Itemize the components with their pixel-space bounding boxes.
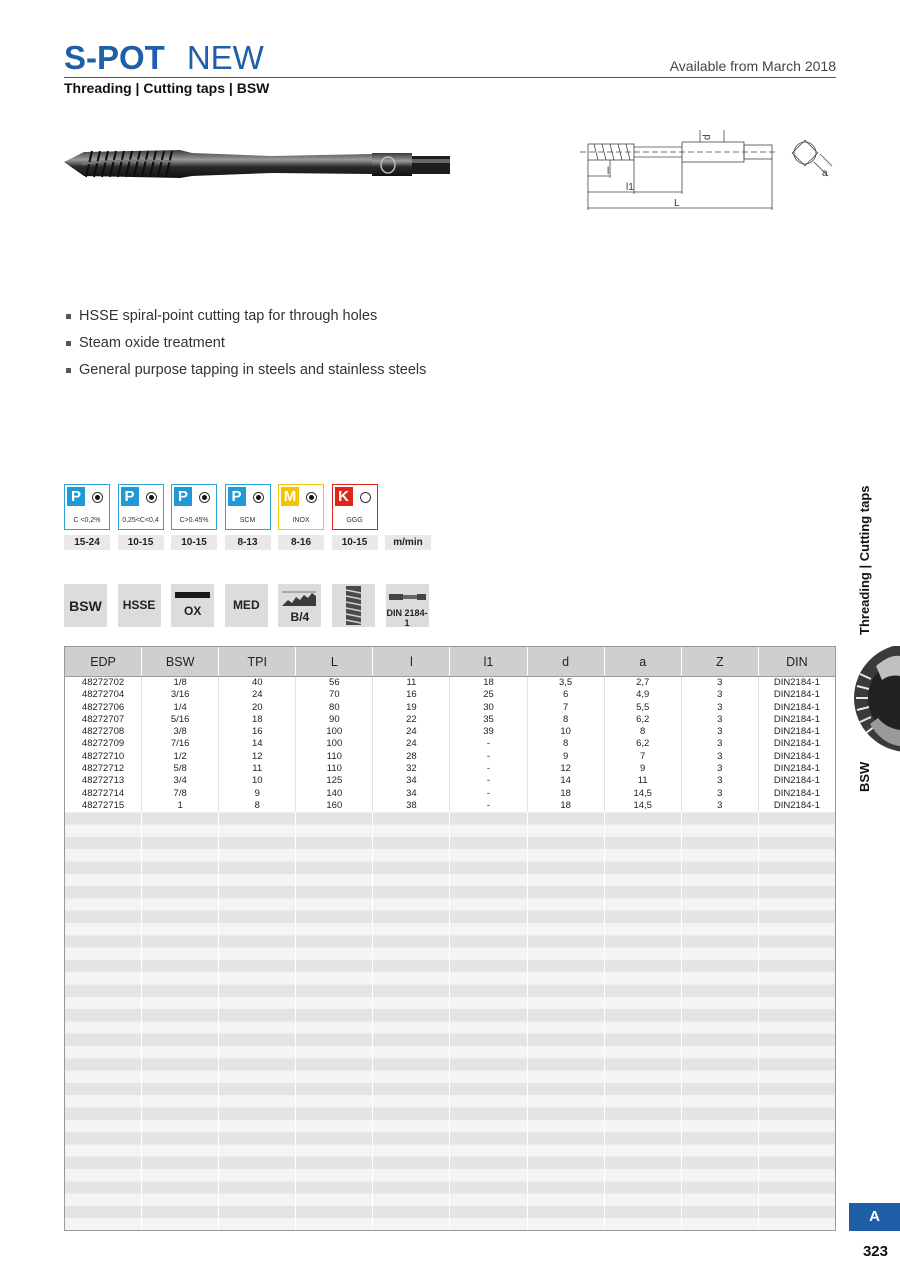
table-cell: 8 [528, 714, 605, 726]
table-cell: 7/16 [142, 738, 219, 750]
material-p-scm: P SCM [225, 484, 271, 530]
table-cell: 48272708 [65, 726, 142, 738]
table-cell: 34 [373, 788, 450, 800]
table-cell: DIN2184-1 [773, 787, 820, 799]
breadcrumb: Threading | Cutting taps | BSW [64, 80, 270, 96]
table-row [65, 800, 835, 812]
feature-list [66, 306, 426, 387]
table-cell: 30 [450, 702, 527, 714]
dim-label-l: l [607, 166, 610, 177]
col-header-total-length: L [296, 647, 373, 676]
table-cell: 3/16 [142, 689, 219, 701]
table-cell: 48272710 [65, 751, 142, 763]
table-cell: 140 [296, 788, 373, 800]
bsw-thread-icon: BSW [64, 584, 107, 627]
table-rows [65, 677, 835, 812]
table-cell: 19 [373, 702, 450, 714]
table-cell: 16 [373, 689, 450, 701]
table-cell: 48272707 [65, 714, 142, 726]
table-row [65, 714, 835, 726]
table-cell: 16 [219, 726, 296, 738]
suitability-dot-icon [199, 492, 210, 503]
table-cell: 11 [605, 775, 682, 787]
table-cell: 12 [219, 751, 296, 763]
table-header [65, 647, 835, 677]
table-cell: DIN2184-1 [773, 763, 820, 775]
table-cell: DIN2184-1 [773, 701, 820, 713]
table-cell: DIN2184-1 [773, 750, 820, 762]
table-cell: - [450, 800, 527, 812]
table-cell: 18 [450, 677, 527, 689]
tap-dimension-drawing [574, 126, 836, 214]
table-row [65, 775, 835, 787]
suitability-dot-icon [306, 492, 317, 503]
table-cell: 1/8 [142, 677, 219, 689]
table-row [65, 763, 835, 775]
table-cell: 6,2 [605, 714, 682, 726]
col-header-z: Z [682, 647, 759, 676]
table-cell: 34 [373, 775, 450, 787]
pictogram-row [64, 584, 439, 627]
page-title [64, 38, 264, 78]
table-cell: 6,2 [605, 738, 682, 750]
table-row [65, 738, 835, 750]
table-cell: 3 [682, 788, 759, 800]
cutting-speed: 10-15 [332, 535, 378, 550]
suitability-dot-icon [360, 492, 371, 503]
table-cell: 1 [142, 800, 219, 812]
table-cell: 48272715 [65, 800, 142, 812]
table-cell: 100 [296, 726, 373, 738]
title-rule [64, 77, 836, 78]
availability-note: Available from March 2018 [669, 58, 836, 74]
table-cell: 1/4 [142, 702, 219, 714]
med-tolerance-icon: MED [225, 584, 268, 627]
suitability-dot-icon [253, 492, 264, 503]
col-header-edp: EDP [65, 647, 142, 676]
dim-label-d: d [702, 134, 713, 140]
table-row [65, 689, 835, 701]
table-cell: 24 [219, 689, 296, 701]
table-cell: 3 [682, 738, 759, 750]
page-number: 323 [862, 1243, 888, 1260]
table-cell: 160 [296, 800, 373, 812]
table-cell: 28 [373, 751, 450, 763]
side-type-label: BSW [857, 761, 872, 792]
cutting-speed: 10-15 [171, 535, 217, 550]
col-header-tpi: TPI [219, 647, 296, 676]
material-k-ggg: K GGG [332, 484, 378, 530]
table-cell: 90 [296, 714, 373, 726]
chamfer-b4-icon: B/4 [278, 584, 321, 627]
table-cell: - [450, 788, 527, 800]
table-cell: 6 [528, 689, 605, 701]
oxide-coating-icon: OX [171, 584, 214, 627]
table-cell: 80 [296, 702, 373, 714]
table-row [65, 788, 835, 800]
table-cell: 7/8 [142, 788, 219, 800]
table-cell: 3,5 [528, 677, 605, 689]
table-cell: 14,5 [605, 800, 682, 812]
dim-label-L: L [674, 198, 680, 209]
table-cell: 48272714 [65, 788, 142, 800]
section-tab[interactable]: A [849, 1203, 900, 1231]
table-cell: 38 [373, 800, 450, 812]
table-cell: 18 [528, 788, 605, 800]
table-cell: 14,5 [605, 788, 682, 800]
table-cell: 48272704 [65, 689, 142, 701]
dim-label-l1: l1 [626, 182, 634, 193]
table-cell: 8 [605, 726, 682, 738]
table-cell: 7 [605, 751, 682, 763]
table-cell: 48272712 [65, 763, 142, 775]
cutting-speed-row [64, 535, 439, 550]
table-cell: 125 [296, 775, 373, 787]
table-cell: 14 [528, 775, 605, 787]
table-cell: 48272713 [65, 775, 142, 787]
table-cell: 20 [219, 702, 296, 714]
table-cell: DIN2184-1 [773, 738, 820, 750]
product-table [64, 646, 836, 1231]
dim-label-a: a [822, 168, 828, 179]
table-cell: DIN2184-1 [773, 775, 820, 787]
table-cell: 10 [528, 726, 605, 738]
table-cell: 110 [296, 763, 373, 775]
table-cell: 3 [682, 800, 759, 812]
table-row [65, 677, 835, 689]
table-cell: 3 [682, 702, 759, 714]
table-row [65, 726, 835, 738]
table-cell: 9 [528, 751, 605, 763]
suitability-dot-icon [92, 492, 103, 503]
table-cell: DIN2184-1 [773, 677, 820, 688]
bullet-icon [66, 341, 71, 346]
col-header-a: a [605, 647, 682, 676]
table-cell: 56 [296, 677, 373, 689]
table-cell: 9 [605, 763, 682, 775]
list-item: Steam oxide treatment [66, 333, 426, 360]
table-cell: 5/8 [142, 763, 219, 775]
table-cell: 40 [219, 677, 296, 689]
table-cell: 3 [682, 677, 759, 689]
table-cell: 48272709 [65, 738, 142, 750]
bullet-icon [66, 314, 71, 319]
material-p-low-carbon: P C <0,2% [64, 484, 110, 530]
table-cell: 18 [528, 800, 605, 812]
table-cell: 7 [528, 702, 605, 714]
material-p-high-carbon: P C>0.45% [171, 484, 217, 530]
table-cell: 4,9 [605, 689, 682, 701]
table-cell: 3 [682, 775, 759, 787]
material-m-inox: M INOX [278, 484, 324, 530]
cutting-speed: 15-24 [64, 535, 110, 550]
table-cell: 39 [450, 726, 527, 738]
col-header-din: DIN [786, 655, 808, 669]
tap-thread-graphic [846, 646, 900, 756]
table-cell: 8 [219, 800, 296, 812]
table-cell: DIN2184-1 [773, 726, 820, 738]
table-cell: 110 [296, 751, 373, 763]
new-badge: NEW [186, 39, 264, 76]
table-cell: 3/4 [142, 775, 219, 787]
table-cell: 12 [528, 763, 605, 775]
table-cell: - [450, 738, 527, 750]
speed-unit: m/min [385, 535, 431, 550]
table-cell: 25 [450, 689, 527, 701]
table-cell: 3 [682, 689, 759, 701]
product-name: S-POT [64, 39, 165, 76]
table-cell: 5/16 [142, 714, 219, 726]
table-cell: 100 [296, 738, 373, 750]
table-cell: 22 [373, 714, 450, 726]
table-cell: 2,7 [605, 677, 682, 689]
hsse-material-icon: HSSE [118, 584, 161, 627]
table-cell: - [450, 775, 527, 787]
table-cell: 18 [219, 714, 296, 726]
table-cell: 14 [219, 738, 296, 750]
table-cell: 5,5 [605, 702, 682, 714]
list-item: General purpose tapping in steels and stainless steels [66, 360, 426, 387]
table-cell: 3 [682, 763, 759, 775]
table-cell: 9 [219, 788, 296, 800]
table-cell: 3 [682, 714, 759, 726]
table-cell: 3 [682, 751, 759, 763]
table-cell: 11 [219, 763, 296, 775]
cutting-speed: 8-13 [225, 535, 271, 550]
suitability-dot-icon [146, 492, 157, 503]
table-row [65, 702, 835, 714]
table-row [65, 751, 835, 763]
thread-profile-icon [332, 584, 375, 627]
tap-photo [62, 140, 454, 190]
table-cell: 11 [373, 677, 450, 689]
table-cell: DIN2184-1 [773, 689, 820, 701]
table-cell: - [450, 763, 527, 775]
cutting-speed: 10-15 [118, 535, 164, 550]
table-cell: 32 [373, 763, 450, 775]
list-item: HSSE spiral-point cutting tap for through holes [66, 306, 426, 333]
table-cell: DIN2184-1 [773, 713, 820, 725]
table-cell: DIN2184-1 [773, 799, 820, 811]
table-cell: 70 [296, 689, 373, 701]
table-cell: 35 [450, 714, 527, 726]
table-cell: 3/8 [142, 726, 219, 738]
table-body [65, 677, 835, 1230]
table-cell: 1/2 [142, 751, 219, 763]
bullet-icon [66, 368, 71, 373]
table-cell: - [450, 751, 527, 763]
cutting-speed: 8-16 [278, 535, 324, 550]
table-cell: 10 [219, 775, 296, 787]
din-standard-icon: DIN 2184-1 [386, 584, 429, 627]
table-cell: 3 [682, 726, 759, 738]
table-cell: 8 [528, 738, 605, 750]
col-header-d: d [528, 647, 605, 676]
table-cell: 48272702 [65, 677, 142, 689]
side-category-label: Threading | Cutting taps [857, 485, 872, 635]
table-cell: 24 [373, 738, 450, 750]
table-cell: 24 [373, 726, 450, 738]
material-icons [64, 484, 385, 530]
table-cell: 48272706 [65, 702, 142, 714]
material-p-mid-carbon: P 0,25<C<0,4 [118, 484, 164, 530]
col-header-l1: l1 [450, 647, 527, 676]
col-header-thread-length: l [373, 647, 450, 676]
col-header-bsw: BSW [142, 647, 219, 676]
